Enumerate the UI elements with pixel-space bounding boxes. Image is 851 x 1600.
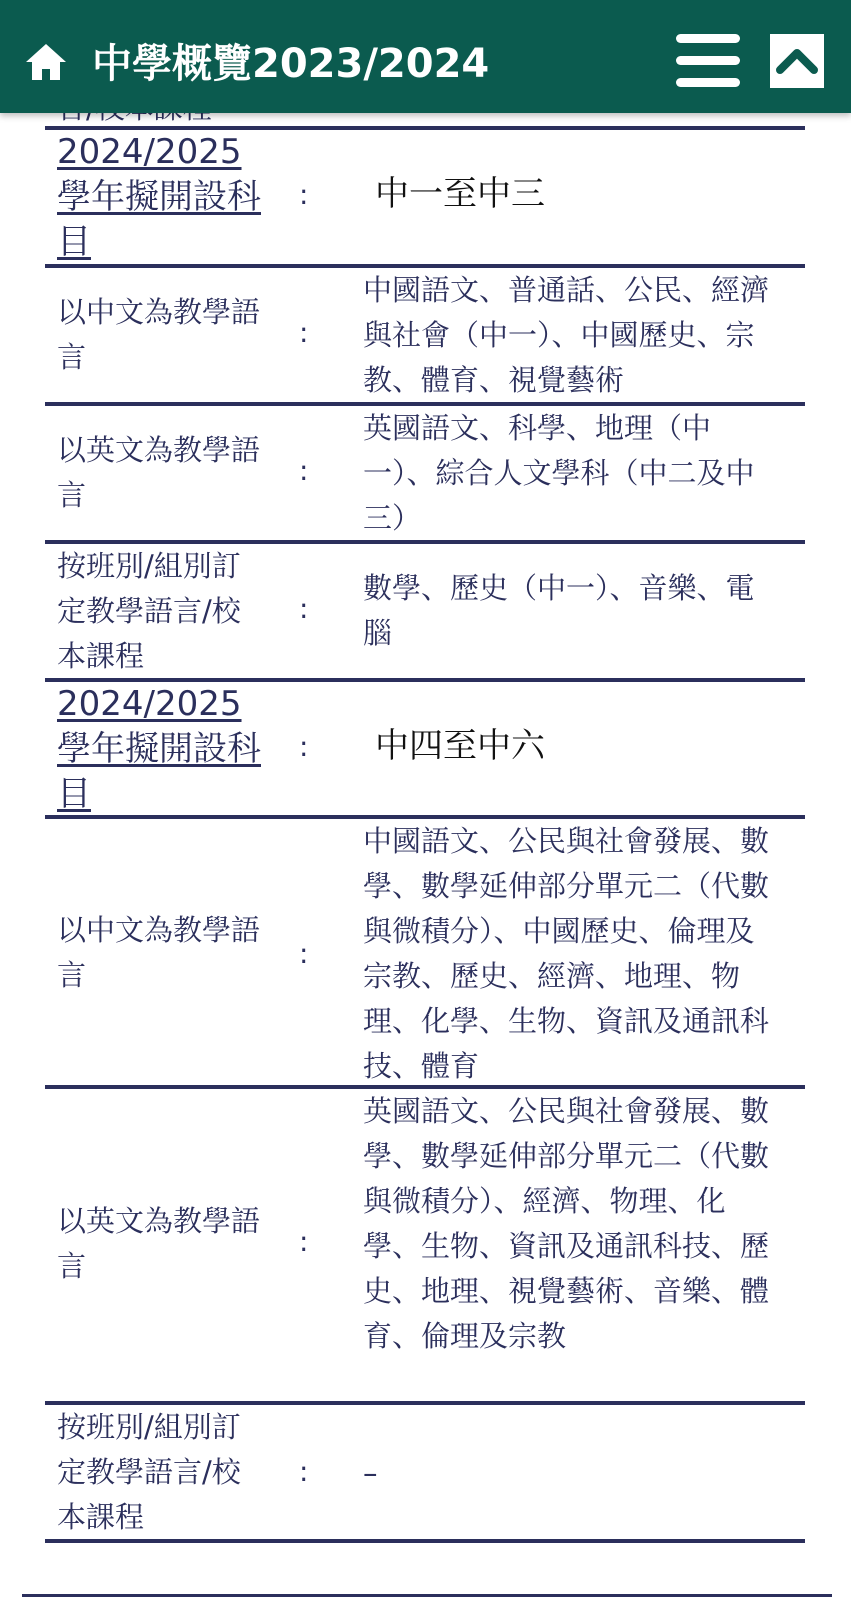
- hamburger-menu-icon[interactable]: [676, 34, 740, 88]
- home-icon[interactable]: [24, 42, 68, 82]
- subjects-year-link[interactable]: 2024/2025學年擬開設科目: [57, 132, 261, 262]
- row-value: 中國語文、公民與社會發展、數學、數學延伸部分單元二（代數與微積分）、中國歷史、倫理及宗教、歷史、經濟、地理、物理、化學、生物、資訊及通訊科技、體育: [363, 824, 770, 1083]
- colon: :: [299, 1455, 309, 1488]
- scroll-top-button[interactable]: [770, 34, 824, 88]
- colon: :: [299, 454, 309, 487]
- colon: :: [299, 730, 309, 763]
- row-value: 英國語文、公民與社會發展、數學、數學延伸部分單元二（代數與微積分）、經濟、物理、化學、生物、資訊及通訊科技、歷史、地理、視覺藝術、音樂、體育、倫理及宗教: [363, 1094, 770, 1353]
- table-row: [45, 406, 805, 540]
- row-label: 按班別/組別訂定教學語言/校本課程: [57, 1410, 241, 1534]
- table-row: [45, 268, 805, 402]
- colon: :: [299, 1225, 309, 1258]
- footer-divider: [22, 1594, 832, 1597]
- row-value: 數學、歷史（中一）、音樂、電腦: [363, 571, 755, 650]
- row-label: 以英文為教學語言: [57, 433, 261, 512]
- table-row: [45, 544, 805, 678]
- app-header: [0, 0, 851, 113]
- row-divider: [45, 1539, 805, 1543]
- colon: :: [299, 316, 309, 349]
- row-label: 以英文為教學語言: [57, 1204, 261, 1283]
- chevron-up-icon: [770, 34, 824, 88]
- subjects-year-link[interactable]: 2024/2025學年擬開設科目: [57, 684, 261, 814]
- table-row: [45, 682, 805, 816]
- table-row: [45, 819, 805, 1085]
- page-title: 中學概覽2023/2024: [92, 41, 490, 87]
- table-row: [45, 1405, 805, 1539]
- colon: :: [299, 178, 309, 211]
- colon: :: [299, 937, 309, 970]
- row-value: 中四至中六: [375, 726, 545, 766]
- row-label: 按班別/組別訂定教學語言/校本課程: [57, 549, 241, 673]
- table-row: [45, 1089, 805, 1400]
- row-value: 英國語文、科學、地理（中一）、綜合人文學科（中二及中三）: [363, 411, 755, 535]
- row-label: 以中文為教學語言: [57, 913, 261, 992]
- row-value: –: [363, 1456, 378, 1490]
- table-row: [45, 130, 805, 264]
- row-value: 中國語文、普通話、公民、經濟與社會（中一）、中國歷史、宗教、體育、視覺藝術: [363, 273, 770, 397]
- row-value: 中一至中三: [375, 174, 545, 214]
- row-label: 以中文為教學語言: [57, 295, 261, 374]
- colon: :: [299, 592, 309, 625]
